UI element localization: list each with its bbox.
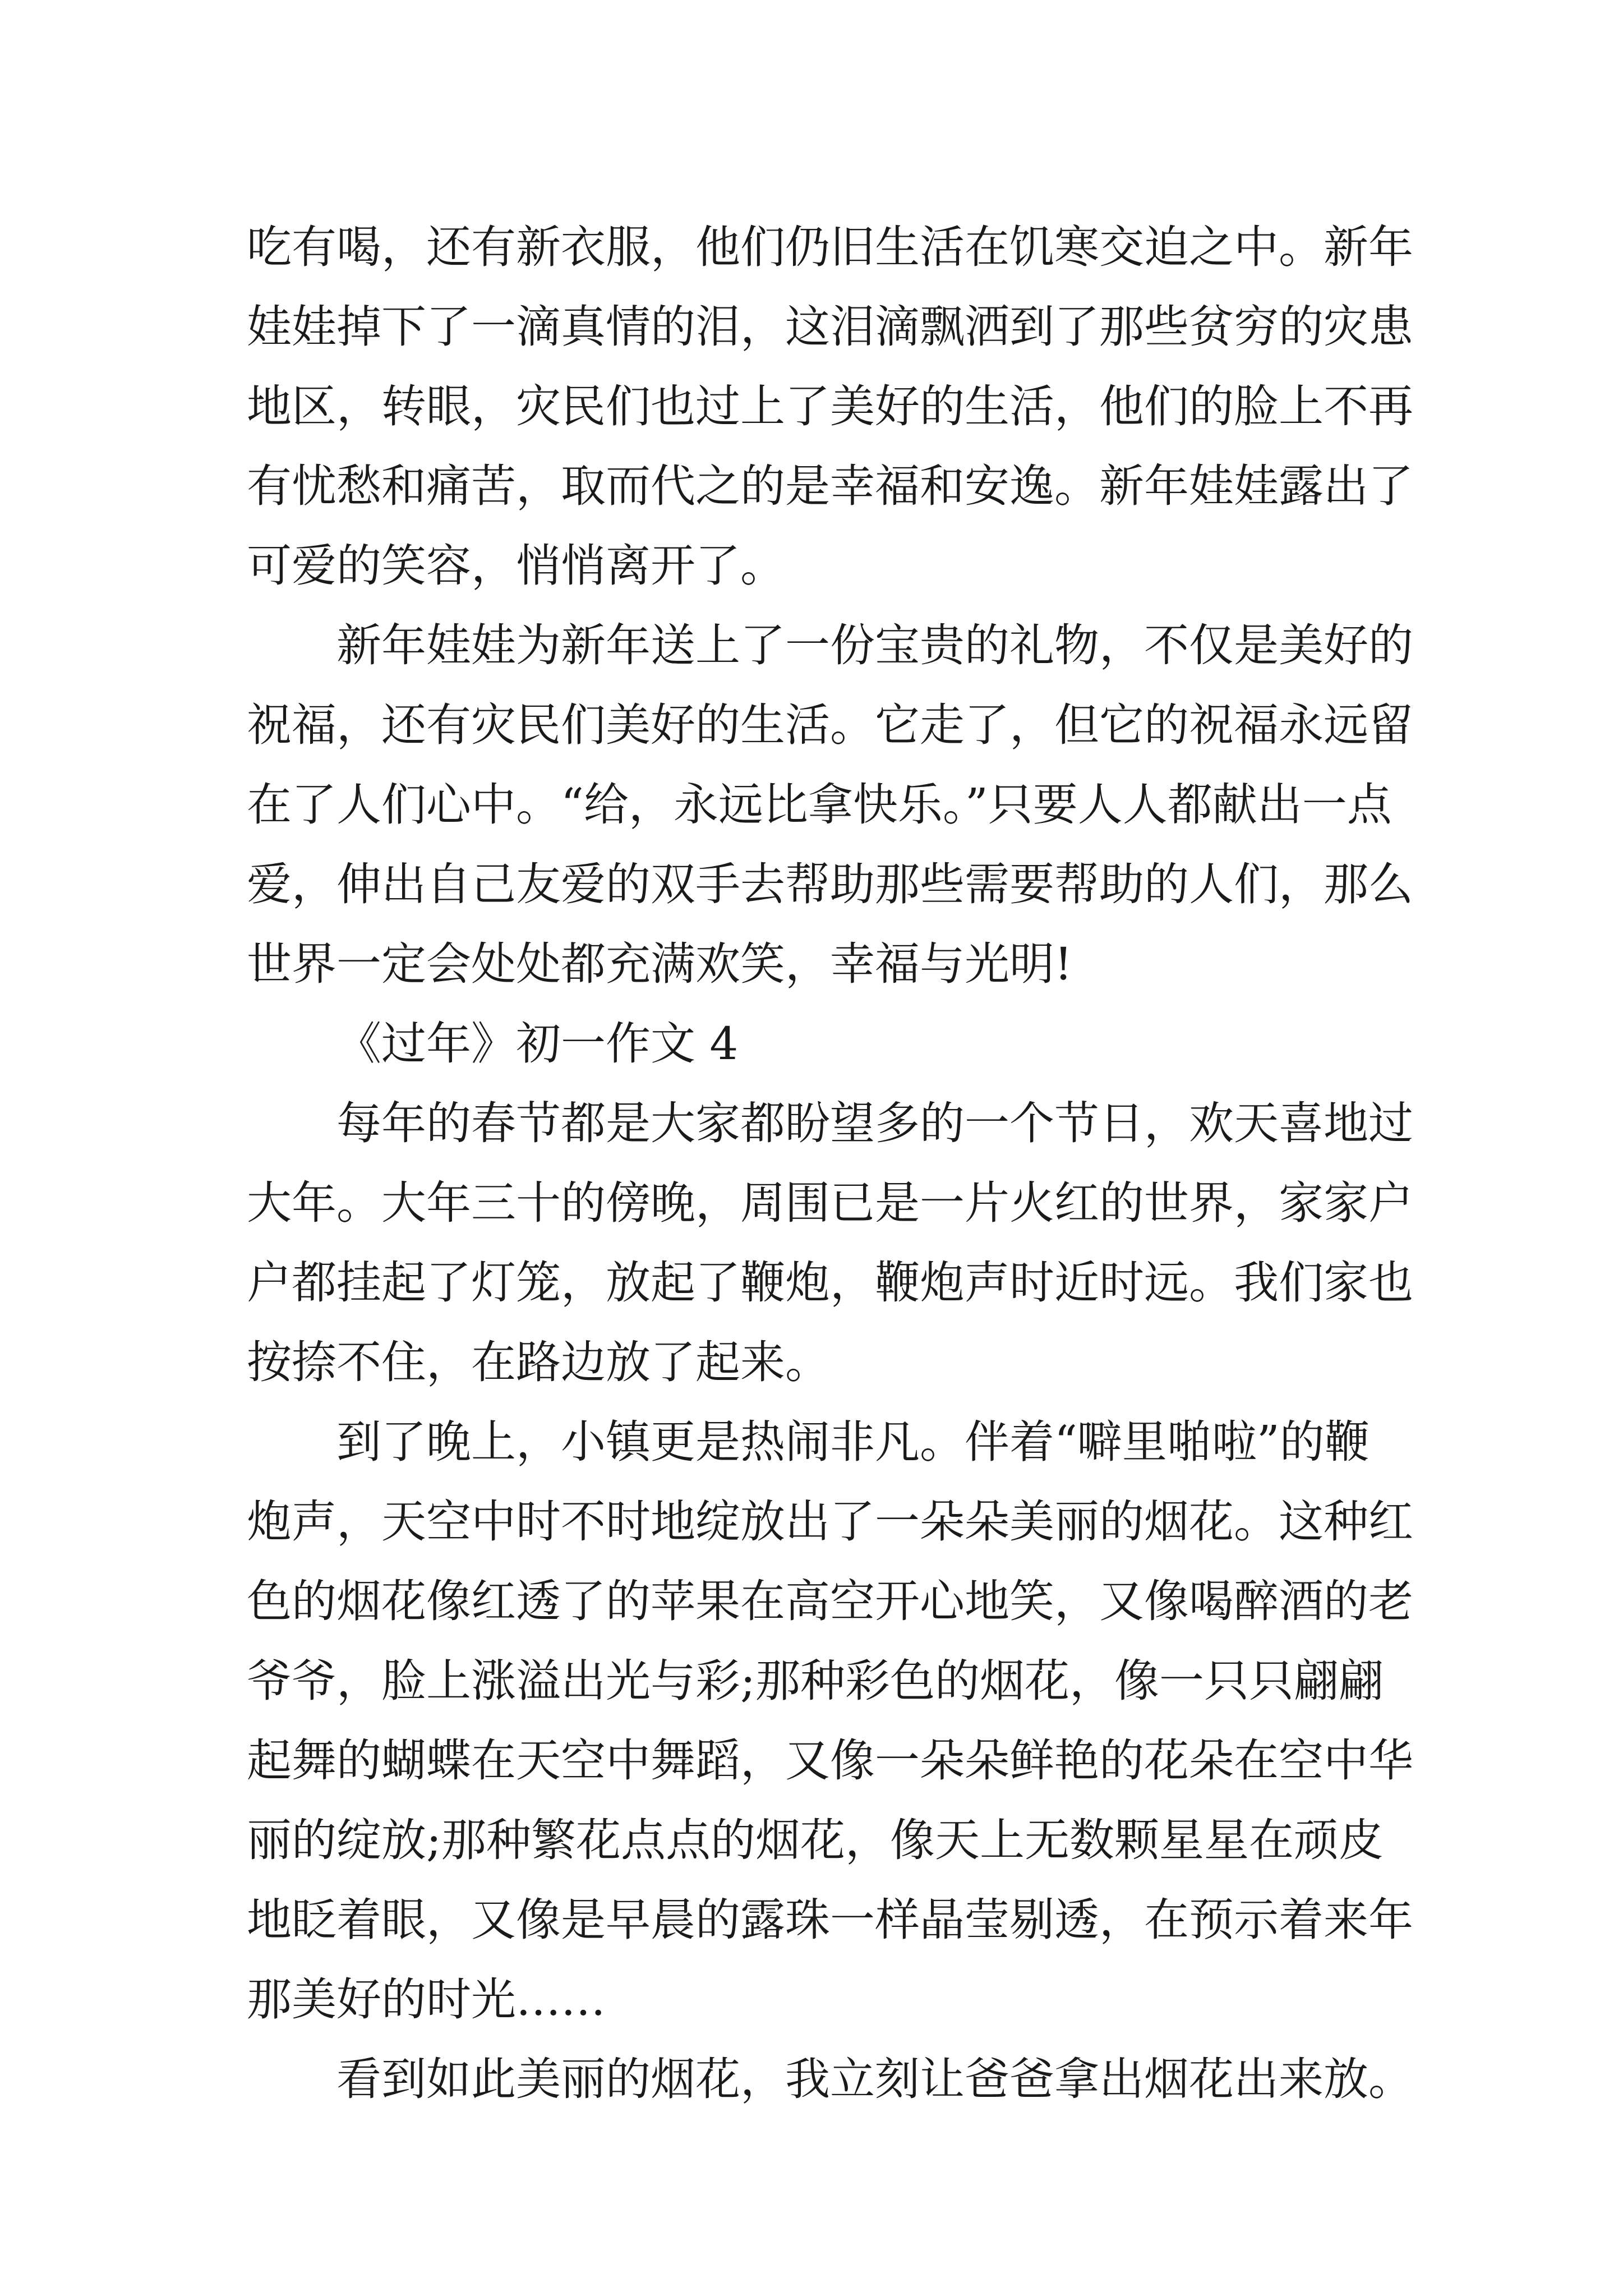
text-line: 炮声，天空中时不时地绽放出了一朵朵美丽的烟花。这种红	[247, 1496, 1413, 1548]
text-line: 大年。大年三十的傍晚，周围已是一片火红的世界，家家户	[247, 1177, 1413, 1229]
text-line: 那美好的时光……	[247, 1973, 606, 2026]
document-page	[247, 208, 1413, 2119]
text-line: 吃有喝，还有新衣服，他们仍旧生活在饥寒交迫之中。新年	[247, 221, 1413, 273]
text-line: 可爱的笑容，悄悄离开了。	[247, 540, 785, 592]
text-line: 娃娃掉下了一滴真情的泪，这泪滴飘洒到了那些贫穷的灾患	[247, 301, 1413, 353]
text-line: 户都挂起了灯笼，放起了鞭炮，鞭炮声时近时远。我们家也	[247, 1257, 1413, 1309]
text-line: 到了晚上，小镇更是热闹非凡。伴着“噼里啪啦”的鞭	[336, 1416, 1370, 1468]
text-line: 地区，转眼，灾民们也过上了美好的生活，他们的脸上不再	[247, 380, 1413, 432]
text-line: 祝福，还有灾民们美好的生活。它走了，但它的祝福永远留	[247, 699, 1413, 751]
text-line: 在了人们心中。“给，永远比拿快乐。”只要人人都献出一点	[247, 779, 1392, 831]
text-line: 每年的春节都是大家都盼望多的一个节日，欢天喜地过	[336, 1097, 1413, 1149]
text-line: 爷爷，脸上涨溢出光与彩;那种彩色的烟花，像一只只翩翩	[247, 1655, 1384, 1707]
text-line: 色的烟花像红透了的苹果在高空开心地笑，又像喝醉酒的老	[247, 1575, 1413, 1627]
section-heading: 《过年》初一作文 4	[336, 1018, 739, 1070]
text-line: 按捺不住，在路边放了起来。	[247, 1336, 830, 1388]
text-line: 丽的绽放;那种繁花点点的烟花，像天上无数颗星星在顽皮	[247, 1814, 1384, 1866]
text-line: 起舞的蝴蝶在天空中舞蹈，又像一朵朵鲜艳的花朵在空中华	[247, 1734, 1413, 1787]
text-line: 新年娃娃为新年送上了一份宝贵的礼物，不仅是美好的	[336, 619, 1413, 671]
text-line: 世界一定会处处都充满欢笑，幸福与光明!	[247, 938, 1073, 990]
text-line: 有忧愁和痛苦，取而代之的是幸福和安逸。新年娃娃露出了	[247, 460, 1413, 512]
text-line: 地眨着眼，又像是早晨的露珠一样晶莹剔透，在预示着来年	[247, 1894, 1413, 1946]
text-line: 爱，伸出自己友爱的双手去帮助那些需要帮助的人们，那么	[247, 858, 1413, 910]
text-line: 看到如此美丽的烟花，我立刻让爸爸拿出烟花出来放。	[336, 2053, 1413, 2105]
